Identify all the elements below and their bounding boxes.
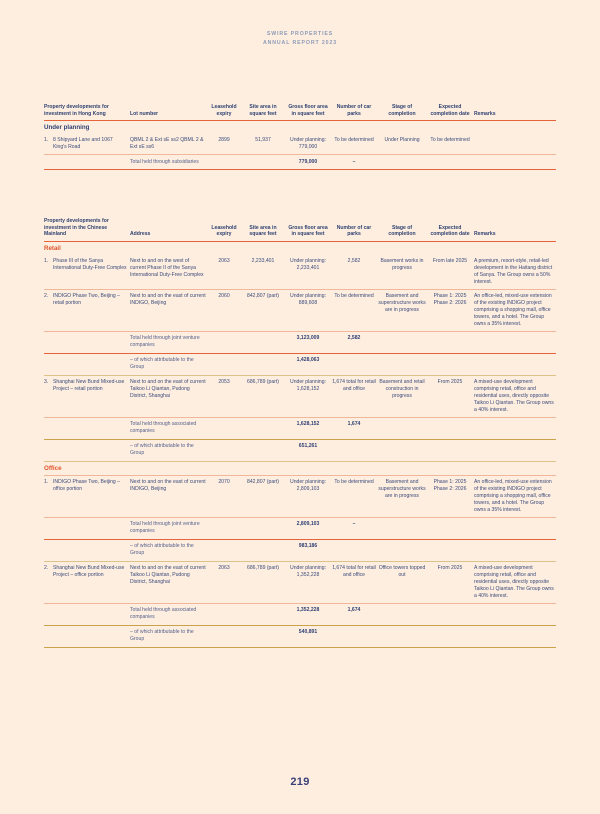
cell-stage-of-completion: Under Planning (384, 137, 420, 144)
row-index: 1. (44, 137, 49, 144)
table-row (44, 255, 556, 290)
th-expected-completion-date: Expected completion date (428, 218, 474, 241)
subtotal-label: – of which attributable to the Group (130, 443, 194, 457)
cell-address: Next to and on the east of current Taikoo Li Qiantan, Pudong District, Shanghai (130, 564, 206, 585)
total-row (44, 331, 556, 353)
row-name: Shanghai New Bund Mixed-use Project – retail portion (53, 378, 125, 392)
cell-stage-of-completion: Basement works in progress (380, 257, 424, 271)
total-gross-floor-area: 779,000 (298, 158, 318, 165)
cell-leasehold-expiry: 2060 (218, 292, 230, 299)
total-label: Total held through associated companies (130, 607, 197, 621)
row-index: 3. (44, 378, 49, 385)
cell-gross-floor-area: Under planning: 2,233,401 (290, 257, 326, 271)
total-label: Total held through associated companies (130, 421, 197, 435)
cell-remarks: A mixed-use development comprising retail, office and residential uses, directly opposite Taikoo Li Qiantan. The Group owns a 40% interest. (474, 564, 554, 599)
th-property-developments: Property developments for investment in Hong Kong (44, 104, 130, 121)
cell-remarks: A premium, resort-style, retail-led development in the Haitang district of Sanya. The Group owns a 50% interest. (474, 257, 553, 285)
cell-leasehold-expiry: 2063 (218, 257, 230, 264)
th-site-area: Site area in square feet (242, 104, 286, 121)
page-number: 219 (290, 776, 310, 788)
cell-car-parks: 2,582 (347, 257, 361, 264)
section-header-under-planning (44, 121, 556, 135)
th-leasehold-expiry: Leasehold expiry (208, 218, 242, 241)
cell-stage-of-completion: Basement and superstructure works are in progress (378, 478, 426, 499)
total-row (44, 417, 556, 439)
th-address: Address (130, 218, 208, 241)
cell-property-name (44, 289, 130, 331)
subtotal-label: – of which attributable to the Group (130, 357, 194, 371)
cell-gross-floor-area: Under planning: 889,608 (290, 292, 326, 306)
cell-site-area: 842,807 (part) (247, 292, 279, 299)
th-leasehold-expiry: Leasehold expiry (208, 104, 242, 121)
cell-property-name (44, 375, 130, 417)
cell-car-parks: 1,674 total for retail and office (332, 564, 376, 578)
cell-remarks (474, 134, 556, 155)
total-gross-floor-area: 1,628,152 (296, 421, 320, 428)
table-chinese-mainland-developments (44, 218, 556, 648)
cell-lot-number: QBML 2 & Ext sE ss2 QBML 2 & Ext sE ss6 (130, 137, 204, 151)
table-row (44, 375, 556, 417)
subtotal-car-parks (332, 353, 378, 375)
table-header-row (44, 218, 556, 241)
row-index: 2. (44, 292, 49, 299)
total-car-parks: 1,674 (347, 607, 361, 614)
cell-address: Next to and on the east of current INDIGO, Beijing (130, 478, 206, 492)
total-car-parks: – (352, 158, 356, 165)
table-row (44, 134, 556, 155)
row-index: 1. (44, 478, 49, 485)
cell-site-area: 686,789 (part) (247, 564, 279, 571)
cell-remarks: A mixed-use development comprising retail, office and residential uses, directly opposite Taikoo Li Qiantan. The Group owns a 40% interest. (474, 378, 554, 413)
cell-address: Next to and on the east of current Taikoo Li Qiantan, Pudong District, Shanghai (130, 378, 206, 399)
running-head-line-2: ANNUAL REPORT 2023 (262, 40, 338, 46)
cell-leasehold-expiry: 2070 (218, 478, 230, 485)
th-remarks: Remarks (474, 218, 556, 241)
total-row (44, 517, 556, 539)
subtotal-label: – of which attributable to the Group (130, 543, 194, 557)
subtotal-car-parks (332, 625, 378, 647)
subtotal-car-parks (332, 439, 378, 461)
cell-gross-floor-area: Under planning: 2,809,103 (290, 478, 326, 492)
cell-leasehold-expiry: 2063 (218, 564, 230, 571)
section-header-retail (44, 241, 556, 255)
subtotal-row (44, 539, 556, 561)
th-site-area: Site area in square feet (242, 218, 286, 241)
cell-gross-floor-area: Under planning: 779,000 (290, 137, 326, 151)
table-hong-kong-developments (44, 104, 556, 170)
cell-site-area: 51,937 (255, 137, 271, 144)
cell-address: Next to and on the west of current Phase II of the Sanya International Duty-Free Complex (130, 257, 204, 278)
row-index: 2. (44, 564, 49, 571)
section-header-office (44, 461, 556, 475)
th-gross-floor-area: Gross floor area in square feet (286, 104, 332, 121)
total-car-parks: 2,582 (347, 335, 361, 342)
cell-remarks: An office-led, mixed-use extension of the existing INDIGO project comprising a shopping mall, office towers, and a hotel. The Group owns a 35% interest. (474, 292, 552, 327)
cell-gross-floor-area: Under planning: 1,352,228 (290, 564, 326, 578)
row-name: INDIGO Phase Two, Beijing – office portion (53, 478, 121, 492)
cell-site-area: 686,789 (part) (247, 378, 279, 385)
row-name: 8 Shipyard Lane and 1067 King's Road (53, 137, 113, 151)
th-stage-of-completion: Stage of completion (378, 104, 428, 121)
cell-car-parks: To be determined (334, 292, 374, 299)
table-row (44, 289, 556, 331)
table-header-row (44, 104, 556, 121)
cell-expected-completion: Phase 1: 2025 Phase 2: 2026 (433, 478, 467, 492)
th-remarks: Remarks (474, 104, 556, 121)
total-row (44, 155, 556, 170)
section-title: Office (44, 464, 62, 472)
total-label: Total held through joint venture companies (130, 521, 200, 535)
th-stage-of-completion: Stage of completion (378, 218, 428, 241)
th-expected-completion-date: Expected completion date (428, 104, 474, 121)
cell-stage-of-completion: Basement and superstructure works are in progress (378, 292, 426, 313)
cell-leasehold-expiry: 2053 (218, 378, 230, 385)
cell-expected-completion: From 2025 (437, 564, 463, 571)
th-lot-number: Lot number (130, 104, 208, 121)
table-row (44, 561, 556, 603)
total-gross-floor-area: 3,123,009 (296, 335, 320, 342)
running-head-line-1: SWIRE PROPERTIES (266, 31, 334, 37)
cell-expected-completion: To be determined (430, 137, 470, 144)
cell-expected-completion: From late 2025 (432, 257, 468, 264)
section-title: Under planning (44, 124, 90, 132)
subtotal-row (44, 439, 556, 461)
cell-stage-of-completion: Office towers topped out (378, 564, 426, 578)
cell-property-name (44, 255, 130, 290)
total-label: Total held through subsidiaries (130, 158, 199, 165)
running-head (0, 30, 600, 48)
subtotal-car-parks (332, 539, 378, 561)
row-name: INDIGO Phase Two, Beijing – retail portion (53, 292, 121, 306)
th-property-developments: Property developments for investment in the Chinese Mainland (44, 218, 130, 241)
th-car-parks: Number of car parks (332, 104, 378, 121)
cell-car-parks: To be determined (334, 478, 374, 485)
row-index: 1. (44, 257, 49, 264)
cell-expected-completion: From 2025 (437, 378, 463, 385)
section-title: Retail (44, 244, 61, 252)
th-car-parks: Number of car parks (332, 218, 378, 241)
subtotal-label: – of which attributable to the Group (130, 629, 194, 643)
total-car-parks: 1,674 (347, 421, 361, 428)
table-row (44, 475, 556, 517)
subtotal-gross-floor-area: 983,186 (298, 543, 318, 550)
row-name: Shanghai New Bund Mixed-use Project – office portion (53, 564, 125, 578)
cell-property-name (44, 134, 130, 155)
total-gross-floor-area: 2,809,103 (296, 521, 320, 528)
cell-address: Next to and on the east of current INDIGO, Beijing (130, 292, 206, 306)
subtotal-gross-floor-area: 540,891 (298, 629, 318, 636)
subtotal-row (44, 353, 556, 375)
cell-property-name (44, 475, 130, 517)
subtotal-gross-floor-area: 651,261 (298, 443, 318, 450)
cell-property-name (44, 561, 130, 603)
row-name: Phase III of the Sanya International Duty-Free Complex (53, 257, 127, 271)
cell-leasehold-expiry: 2899 (218, 137, 230, 144)
cell-expected-completion: Phase 1: 2025 Phase 2: 2026 (433, 292, 467, 306)
total-label: Total held through joint venture companies (130, 335, 200, 349)
cell-site-area: 842,807 (part) (247, 478, 279, 485)
cell-car-parks: To be determined (334, 137, 374, 144)
total-car-parks: – (352, 521, 356, 528)
subtotal-row (44, 625, 556, 647)
subtotal-gross-floor-area: 1,428,063 (296, 357, 320, 364)
total-gross-floor-area: 1,352,228 (296, 607, 320, 614)
cell-stage-of-completion: Basement and retail construction in progress (379, 378, 425, 399)
cell-gross-floor-area: Under planning: 1,628,152 (290, 378, 326, 392)
cell-car-parks: 1,674 total for retail and office (332, 378, 376, 392)
th-gross-floor-area: Gross floor area in square feet (286, 218, 332, 241)
total-row (44, 603, 556, 625)
cell-remarks: An office-led, mixed-use extension of the existing INDIGO project comprising a shopping mall, office towers, and a hotel. The Group owns a 35% interest. (474, 478, 552, 513)
cell-site-area: 2,233,401 (251, 257, 275, 264)
